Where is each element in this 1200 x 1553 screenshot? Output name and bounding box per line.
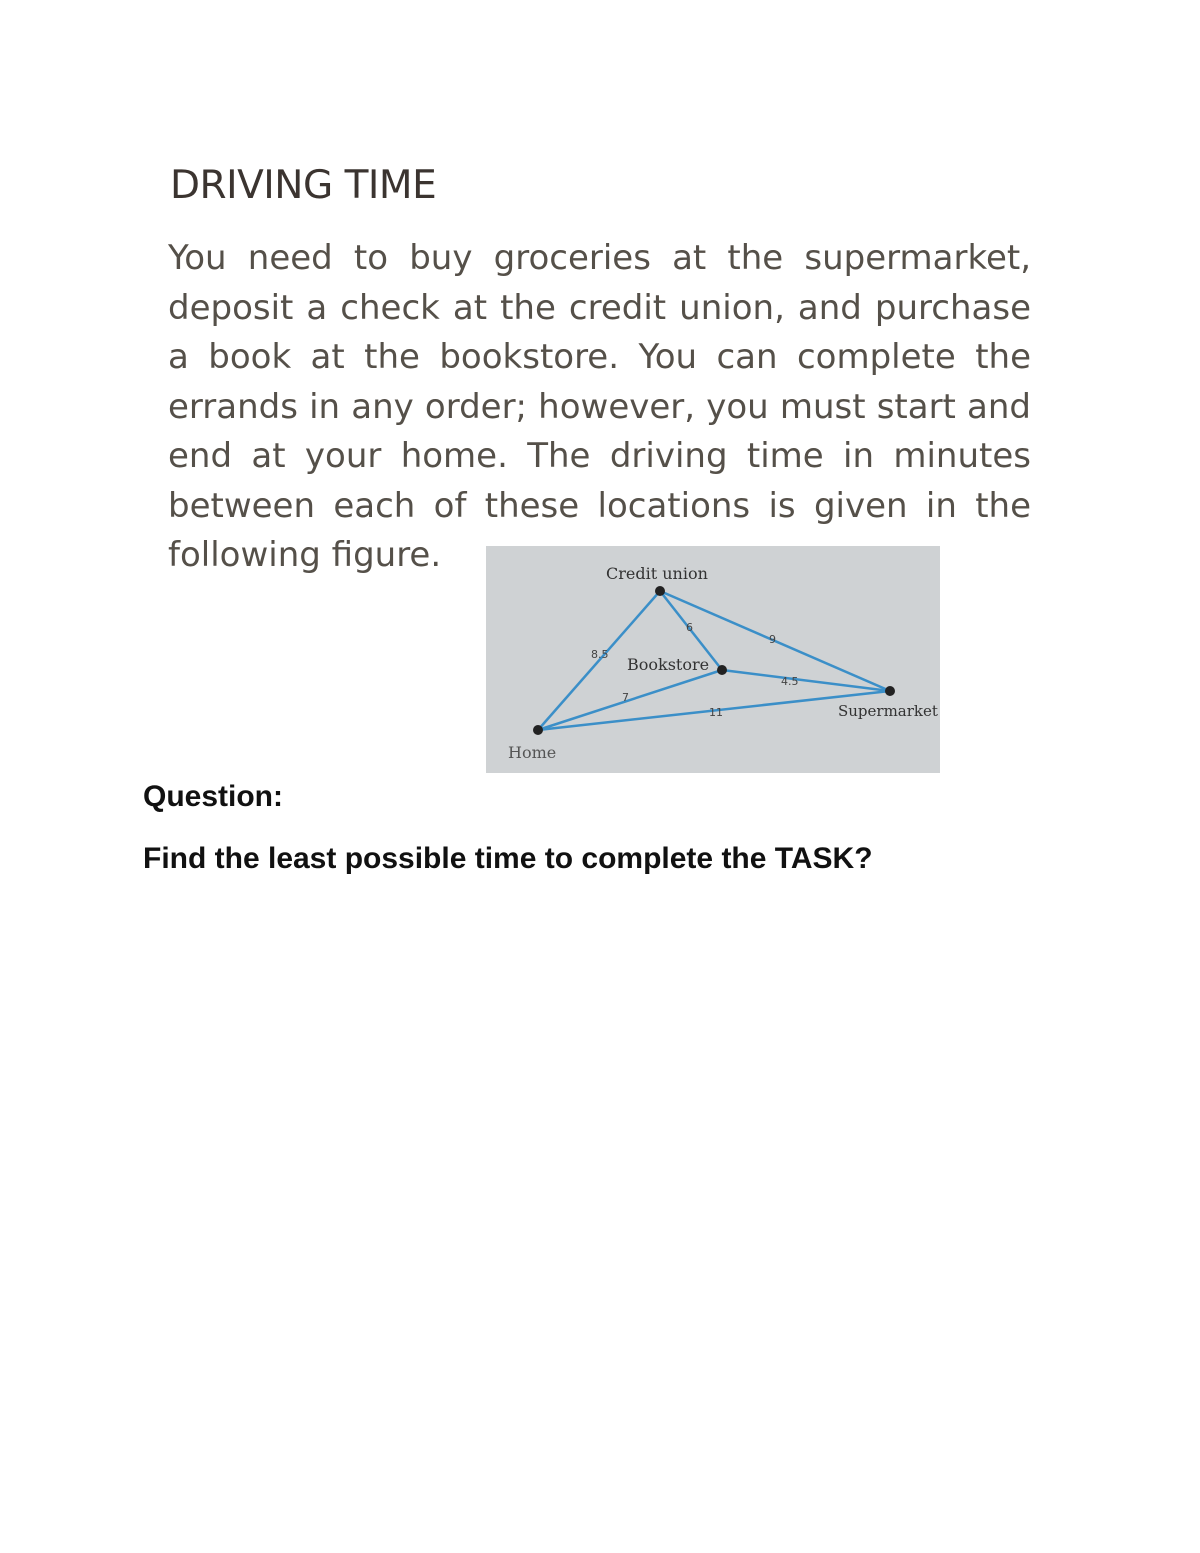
page-title: DRIVING TIME	[170, 163, 437, 208]
label-supermarket: Supermarket	[838, 702, 938, 720]
weight-credit-union-supermarket: 9	[769, 633, 776, 646]
weight-home-bookstore: 7	[622, 691, 629, 704]
node-bookstore	[717, 665, 727, 675]
label-credit-union: Credit union	[606, 564, 708, 583]
node-credit-union	[655, 586, 665, 596]
label-bookstore: Bookstore	[627, 655, 710, 674]
node-home	[533, 725, 543, 735]
node-supermarket	[885, 686, 895, 696]
driving-time-graph	[486, 546, 940, 773]
label-home: Home	[508, 743, 557, 762]
problem-paragraph: You need to buy groceries at the supermarket, deposit a check at the credit union, and purchase a book at the bookstore. You can complete the errands in any order; however, you must start and end at your home. The driving time in minutes between each of these locations is given in the following figure.	[168, 238, 1031, 575]
weight-home-credit-union: 8.5	[591, 648, 609, 661]
weight-home-supermarket: 11	[709, 706, 723, 719]
question-label: Question:	[143, 780, 283, 813]
weight-credit-union-bookstore: 6	[686, 621, 693, 634]
weight-bookstore-supermarket: 4.5	[781, 675, 799, 688]
question-text: Find the least possible time to complete the TASK?	[143, 842, 873, 875]
title-block	[170, 162, 500, 222]
graph-svg	[486, 546, 940, 773]
